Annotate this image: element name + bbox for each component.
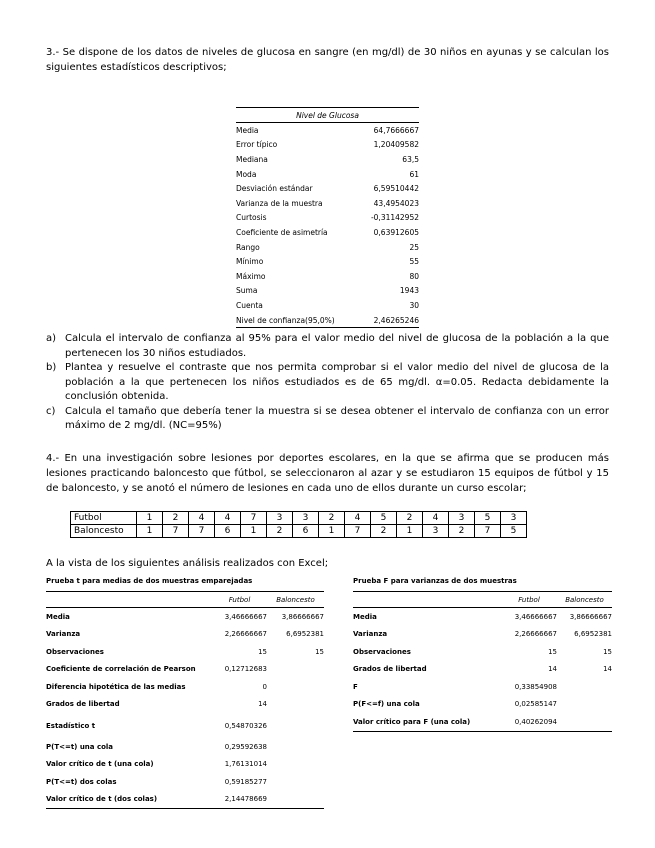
stat-value: 2,46265246: [359, 313, 419, 328]
ftest-value-futbol: 2,26666667: [514, 630, 557, 639]
injury-count: 2: [319, 512, 345, 525]
ttest-value-futbol: 0,12712683: [224, 665, 267, 674]
stat-row: [236, 298, 419, 313]
stat-row: [236, 167, 419, 182]
ftest-label: F: [353, 682, 358, 691]
stat-label: Mínimo: [236, 257, 264, 267]
stat-label: Moda: [236, 169, 257, 179]
question-c: [46, 405, 609, 434]
stat-label: Media: [236, 125, 259, 135]
data-row: [71, 525, 527, 538]
injuries-data-table: [70, 511, 527, 538]
sport-name: Futbol: [71, 512, 137, 525]
ttest-value-baloncesto: 6,6952381: [286, 630, 324, 639]
ftest-label: P(F<=f) una cola: [353, 700, 420, 709]
ftest-row: [353, 678, 612, 696]
stat-value: 1,20409582: [373, 140, 419, 150]
stat-label: Varianza de la muestra: [236, 198, 323, 208]
stat-value: 43,4954023: [373, 198, 419, 208]
stat-row: [236, 181, 419, 196]
ftest-label: Observaciones: [353, 647, 411, 656]
injury-count: 7: [163, 525, 189, 538]
injury-count: 4: [345, 512, 371, 525]
injury-count: 5: [501, 525, 527, 538]
injury-count: 3: [423, 525, 449, 538]
glucose-stats-header: Nivel de Glucosa: [236, 108, 419, 123]
stat-label: Rango: [236, 242, 260, 252]
ftest-value-futbol: 0,02585147: [514, 700, 557, 709]
ftest-row: [353, 696, 612, 714]
injury-count: 2: [449, 525, 475, 538]
injury-count: 4: [423, 512, 449, 525]
ttest-label: Coeficiente de correlación de Pearson: [46, 665, 196, 674]
ttest-value-futbol: 0,54870326: [224, 721, 267, 730]
stat-label: Mediana: [236, 154, 268, 164]
ttest-row: [46, 738, 324, 756]
ttest-row: [46, 608, 324, 626]
ttest-value-baloncesto: [267, 738, 324, 756]
ftest-row: [353, 626, 612, 644]
ftest-row: [353, 643, 612, 661]
ftest-value-baloncesto: 15: [603, 647, 612, 656]
ttest-value-futbol: 3,46666667: [224, 612, 267, 621]
ftest-row: [353, 713, 612, 731]
injury-count: 3: [267, 512, 293, 525]
ftest-label: Varianza: [353, 630, 388, 639]
ttest-value-baloncesto: 15: [315, 647, 324, 656]
ftest-label: Grados de libertad: [353, 665, 427, 674]
q3-questions: [46, 332, 609, 434]
ftest-value-futbol: 0,40262094: [501, 713, 557, 731]
ftest-value-futbol: 14: [548, 665, 557, 674]
injury-count: 1: [137, 525, 163, 538]
ftest-value-futbol: 15: [548, 647, 557, 656]
stat-label: Cuenta: [236, 300, 263, 310]
ttest-value-baloncesto: [267, 661, 324, 679]
ttest-value-baloncesto: [267, 696, 324, 714]
stat-value: -0,31142952: [370, 213, 419, 223]
ttest-row: [46, 791, 324, 809]
stat-row: [236, 138, 419, 153]
ttest-value-baloncesto: [267, 756, 324, 774]
question-a: [46, 332, 609, 361]
stat-label: Nivel de confianza(95,0%): [236, 313, 359, 328]
question-a-text: Calcula el intervalo de confianza al 95% para el valor medio del nivel de glucosa de la población a la que pertenecen los 30 niños estudiados.: [65, 333, 609, 359]
stat-value: 1943: [399, 286, 419, 296]
ttest-row: [46, 643, 324, 661]
stat-value: 6,59510442: [373, 184, 419, 194]
question-b: [46, 361, 609, 405]
injury-count: 1: [241, 525, 267, 538]
stat-value: 30: [409, 300, 419, 310]
sport-name: Baloncesto: [71, 525, 137, 538]
ttest-label: P(T<=t) una cola: [46, 742, 114, 751]
ftest-value-baloncesto: 3,86666667: [569, 612, 612, 621]
ttest-value-baloncesto: 3,86666667: [281, 612, 324, 621]
stat-value: 61: [409, 169, 419, 179]
ttest-row: [46, 756, 324, 774]
injury-count: 7: [189, 525, 215, 538]
stat-label: Error típico: [236, 140, 278, 150]
question-a-label: a): [46, 333, 57, 344]
stat-label: Suma: [236, 286, 258, 296]
ttest-label: Media: [46, 612, 70, 621]
ttest-row: [46, 713, 324, 738]
injury-count: 4: [189, 512, 215, 525]
ttest-row: [46, 626, 324, 644]
ttest-value-futbol: 2,14478669: [212, 791, 267, 809]
ttest-title: Prueba t para medias de dos muestras emparejadas: [46, 577, 253, 585]
injury-count: 6: [215, 525, 241, 538]
ttest-row: [46, 678, 324, 696]
injury-count: 2: [371, 525, 397, 538]
glucose-stats-table: [236, 107, 419, 328]
stat-row: [236, 313, 419, 328]
injury-count: 5: [475, 512, 501, 525]
ttest-label: Valor crítico de t (dos colas): [46, 791, 212, 809]
question-c-text: Calcula el tamaño que debería tener la muestra si se desea obtener el intervalo de confianza con un error máximo de 2 mg/dl. (NC=95%): [65, 405, 609, 431]
ftest-value-baloncesto: [557, 678, 612, 696]
stat-row: [236, 284, 419, 299]
q4-intro: 4.- En una investigación sobre lesiones por deportes escolares, en la que se afirma que se producen más lesiones practicando baloncesto que fútbol, se seleccionaron al azar y se estudiaron 15 equipos de fútbol y 15 de baloncesto, y se anotó el número de lesiones en cada uno de ellos durante un curso escolar;: [46, 453, 609, 494]
ttest-value-futbol: 14: [258, 700, 267, 709]
injury-count: 7: [475, 525, 501, 538]
ttest-row: [46, 773, 324, 791]
ftest-value-baloncesto: 6,6952381: [574, 630, 612, 639]
ftest-row: [353, 661, 612, 679]
stat-row: [236, 123, 419, 138]
ftest-value-baloncesto: 14: [603, 665, 612, 674]
stat-row: [236, 254, 419, 269]
stat-value: 25: [409, 242, 419, 252]
stat-label: Curtosis: [236, 213, 267, 223]
stat-value: 63,5: [402, 154, 419, 164]
ttest-col-baloncesto: Baloncesto: [267, 592, 324, 608]
injury-count: 2: [163, 512, 189, 525]
ttest-row: [46, 696, 324, 714]
stat-label: Máximo: [236, 271, 266, 281]
question-b-text: Plantea y resuelve el contraste que nos permita comprobar si el valor medio del nivel de glucosa de la población a la que pertenecen los niños estudiados es de 65 mg/dl. α=0.05. Redacta debidamente la conclusión obtenida.: [65, 362, 609, 402]
ftest-label: Media: [353, 612, 377, 621]
injury-count: 4: [215, 512, 241, 525]
injury-count: 2: [397, 512, 423, 525]
ttest-row: [46, 661, 324, 679]
ttest-label: Estadístico t: [46, 721, 96, 730]
ttest-label: Diferencia hipotética de las medias: [46, 682, 186, 691]
injury-count: 3: [449, 512, 475, 525]
ftest-block: [353, 577, 612, 732]
ttest-value-futbol: 0,59185277: [224, 777, 267, 786]
injury-count: 1: [137, 512, 163, 525]
ftest-value-baloncesto: [557, 696, 612, 714]
ttest-value-baloncesto: [267, 791, 324, 809]
ftest-title: Prueba F para varianzas de dos muestras: [353, 577, 517, 585]
ttest-block: [46, 577, 324, 809]
ttest-value-futbol: 0: [262, 682, 267, 691]
injury-count: 7: [345, 525, 371, 538]
question-b-label: b): [46, 362, 57, 373]
ttest-value-futbol: 0,29592638: [224, 742, 267, 751]
injury-count: 1: [397, 525, 423, 538]
ttest-col-futbol: Futbol: [212, 592, 267, 608]
ttest-value-futbol: 2,26666667: [224, 630, 267, 639]
ttest-label: Varianza: [46, 630, 81, 639]
injury-count: 2: [267, 525, 293, 538]
injury-count: 3: [293, 512, 319, 525]
excel-intro: A la vista de los siguientes análisis realizados con Excel;: [46, 558, 329, 569]
stat-row: [236, 269, 419, 284]
ftest-col-baloncesto: Baloncesto: [557, 592, 612, 608]
stat-row: [236, 196, 419, 211]
stat-label: Coeficiente de asimetría: [236, 227, 328, 237]
ttest-label: Valor crítico de t (una cola): [46, 760, 154, 769]
ftest-value-futbol: 0,33854908: [514, 682, 557, 691]
ttest-value-baloncesto: [267, 713, 324, 738]
stat-row: [236, 152, 419, 167]
ftest-col-futbol: Futbol: [501, 592, 557, 608]
ttest-value-futbol: 1,76131014: [224, 760, 267, 769]
ttest-label: Observaciones: [46, 647, 104, 656]
stat-value: 64,7666667: [373, 125, 419, 135]
stat-value: 55: [409, 257, 419, 267]
stat-label: Desviación estándar: [236, 184, 313, 194]
data-row: [71, 512, 527, 525]
injury-count: 5: [371, 512, 397, 525]
stat-row: [236, 225, 419, 240]
ttest-label: Grados de libertad: [46, 700, 120, 709]
question-c-label: c): [46, 405, 56, 417]
ttest-table: [46, 591, 324, 809]
ttest-label: P(T<=t) dos colas: [46, 777, 117, 786]
injury-count: 3: [501, 512, 527, 525]
injury-count: 6: [293, 525, 319, 538]
ftest-row: [353, 608, 612, 626]
ftest-table: [353, 591, 612, 732]
stat-row: [236, 211, 419, 226]
ftest-value-futbol: 3,46666667: [514, 612, 557, 621]
ftest-label: Valor crítico para F (una cola): [353, 713, 501, 731]
ttest-value-baloncesto: [267, 678, 324, 696]
injury-count: 1: [319, 525, 345, 538]
ttest-value-baloncesto: [267, 773, 324, 791]
stat-row: [236, 240, 419, 255]
injury-count: 7: [241, 512, 267, 525]
ttest-value-futbol: 15: [258, 647, 267, 656]
q3-intro: 3.- Se dispone de los datos de niveles de glucosa en sangre (en mg/dl) de 30 niños en ayunas y se calculan los siguientes estadísticos descriptivos;: [46, 47, 609, 73]
stat-value: 0,63912605: [373, 227, 419, 237]
ftest-value-baloncesto: [557, 713, 612, 731]
stat-value: 80: [409, 271, 419, 281]
